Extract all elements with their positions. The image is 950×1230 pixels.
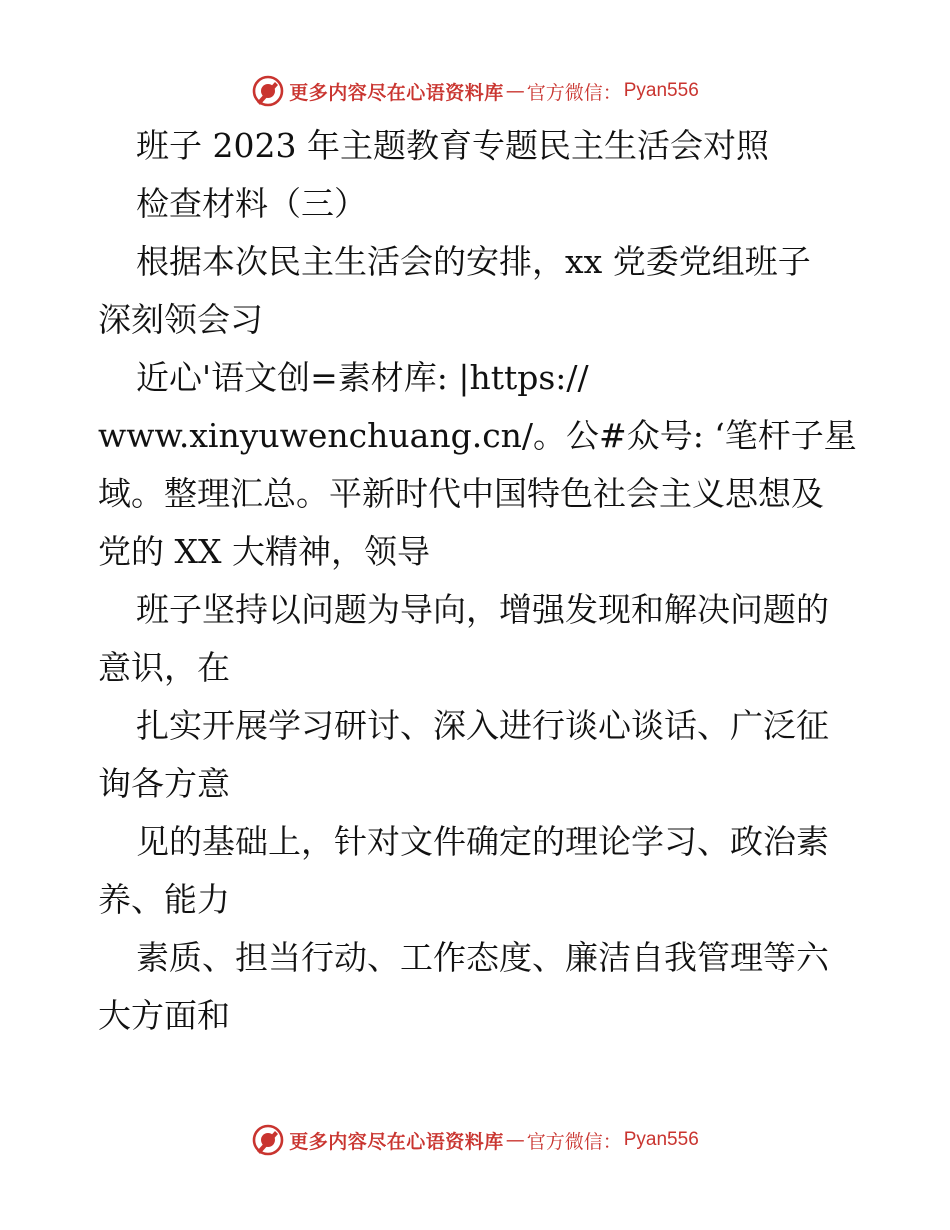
title-line-1: 班子 2023 年主题教育专题民主生活会对照 (136, 126, 769, 165)
text-line: 域。整理汇总。平新时代中国特色社会主义思想及 (98, 474, 824, 513)
footer-brand-text: 更多内容尽在心语资料库 (289, 1130, 504, 1153)
title-line-2: 检查材料（三） (136, 184, 367, 223)
footer-contact-id: Pyan556 (623, 1129, 699, 1150)
text-line: 素质、担当行动、工作态度、廉洁自我管理等六 (136, 938, 829, 977)
footer-dash: — (505, 1129, 525, 1151)
header-banner (0, 71, 950, 111)
text-line: 意识，在 (98, 648, 230, 687)
text-line: 见的基础上，针对文件确定的理论学习、政治素 (136, 822, 829, 861)
header-dash: — (505, 80, 525, 102)
document-body (98, 117, 858, 1045)
text-line: www.xinyuwenchuang.cn/。公#众号: ‘笔杆子星 (98, 416, 857, 455)
footer-contact-label: 官方微信： (526, 1130, 622, 1153)
text-line: 大方面和 (98, 996, 230, 1035)
header-brand-text: 更多内容尽在心语资料库 (289, 81, 504, 104)
text-line: 深刻领会习 (98, 300, 263, 339)
text-line: 根据本次民主生活会的安排，xx 党委党组班子 (136, 242, 811, 281)
pen-logo-icon (251, 1123, 285, 1157)
pen-logo-icon (251, 74, 285, 108)
text-line: 扎实开展学习研讨、深入进行谈心谈话、广泛征 (136, 706, 829, 745)
header-contact-label: 官方微信： (526, 81, 622, 104)
header-contact-id: Pyan556 (623, 80, 699, 101)
text-line: 询各方意 (98, 764, 230, 803)
text-line: 养、能力 (98, 880, 230, 919)
text-line: 党的 XX 大精神，领导 (98, 532, 430, 571)
text-line: 班子坚持以问题为导向，增强发现和解决问题的 (136, 590, 829, 629)
text-line: 近心'语文创=素材库: |https:// (136, 358, 589, 397)
footer-banner (0, 1120, 950, 1160)
